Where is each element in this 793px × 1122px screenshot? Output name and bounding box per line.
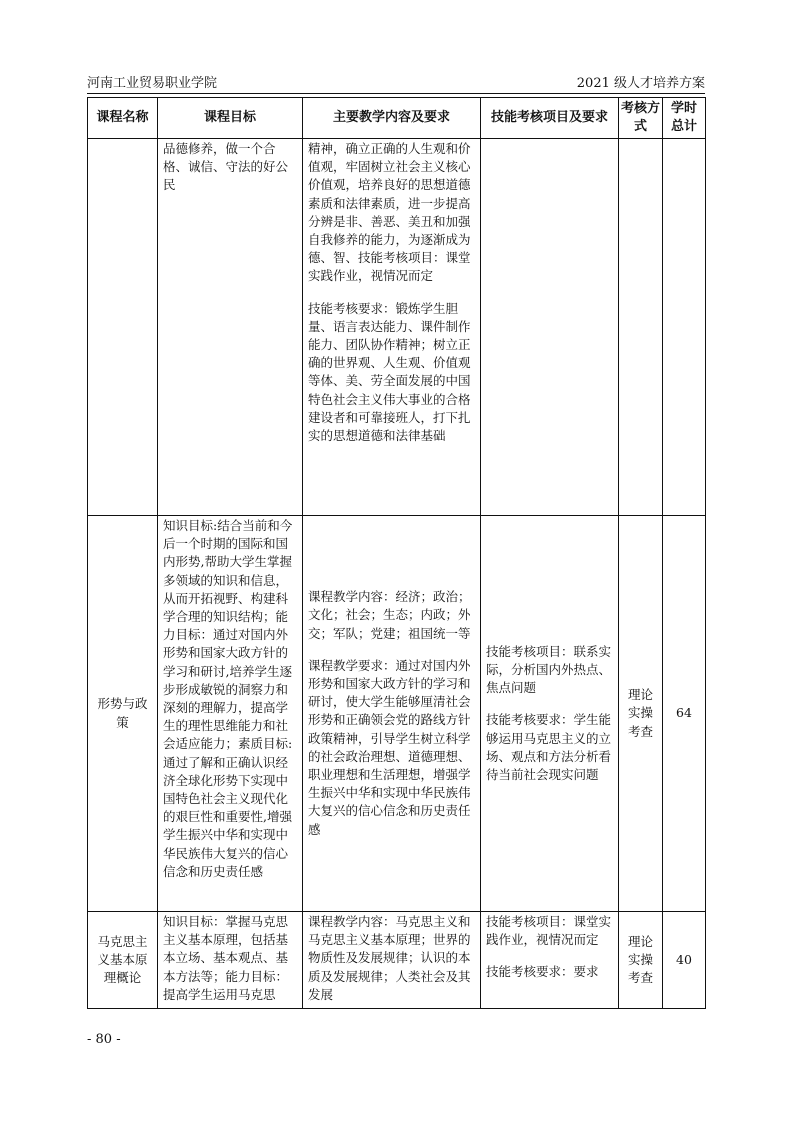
assessment-method: 理论实操考查 — [619, 516, 663, 912]
col-header-method: 考核方式 — [619, 98, 663, 139]
assessment-method — [619, 139, 663, 516]
course-goal: 品德修养，做一个合格、诚信、守法的好公民 — [158, 139, 303, 516]
skill-assessment — [481, 912, 619, 1009]
col-header-skill: 技能考核项目及要求 — [481, 98, 619, 139]
skill-part-2: 技能考核要求：学生能够运用马克思主义的立场、观点和方法分析看待当前社会现实问题 — [486, 712, 612, 782]
plan-title: 2021 级人才培养方案 — [576, 76, 705, 91]
skill-assessment — [481, 139, 619, 516]
header-rule — [87, 93, 705, 94]
col-header-content: 主要教学内容及要求 — [303, 98, 481, 139]
col-header-goal: 课程目标 — [158, 98, 303, 139]
content-part-1: 课程教学内容：马克思主义和马克思主义基本原理；世界的物质性及发展规律；认识的本质及发展规律；人类社会及其发展 — [308, 914, 471, 1002]
skill-part-1: 技能考核项目：课堂实践作业，视情况而定 — [486, 914, 612, 948]
course-goal: 知识目标:结合当前和今后一个时期的国际和国内形势,帮助大学生掌握多领域的知识和信息，从而开拓视野、构建科学合理的知识结构；能力目标：通过对国内外形势和国家大政方针的学习和研讨,培养学生逐步形成敏锐的洞察力和深刻的理解力，提高学生的理性思维能力和社会适应能力；素质目标:通过了解和正确认识经济全球化形势下实现中国特色社会主义现代化的艰巨性和重要性,增强学生振兴中华和实现中华民族伟大复兴的信心信念和历史责任感 — [158, 516, 303, 912]
course-content — [303, 139, 481, 516]
course-content — [303, 516, 481, 912]
content-part-1: 精神，确立正确的人生观和价值观，牢固树立社会主义核心价值观，培养良好的思想道德素质和法律素质，进一步提高分辨是非、善恶、美丑和加强自我修养的能力，为逐渐成为德、智、技能考核项目：课堂实践作业，视情况而定 — [308, 141, 471, 284]
table-row — [88, 139, 706, 516]
course-content — [303, 912, 481, 1009]
skill-part-1: 技能考核项目：联系实际，分析国内外热点、焦点问题 — [486, 643, 612, 696]
page-number: - 80 - — [87, 1032, 121, 1047]
skill-gap — [486, 949, 613, 963]
content-part-1: 课程教学内容：经济；政治；文化；社会；生态；内政；外交；军队；党建；祖国统一等 — [308, 589, 471, 641]
content-part-2: 技能考核要求：锻炼学生胆量、语言表达能力、课件制作能力、团队协作精神；树立正确的世界观、人生观、价值观等体、美、劳全面发展的中国特色社会主义伟大事业的合格建设者和可靠接班人，打下扎实的思想道德和法律基础 — [308, 300, 471, 444]
content-part-2: 课程教学要求：通过对国内外形势和国家大政方针的学习和研讨，使大学生能够厘清社会形势和正确领会党的路线方针政策精神，引导学生树立科学的社会政治理想、道德理想、职业理想和生活理想，增强学生振兴中华和实现中华民族伟大复兴的信心信念和历史责任感 — [308, 657, 471, 837]
content-gap — [308, 286, 475, 300]
assessment-method: 理论实操考查 — [619, 912, 663, 1009]
total-hours: 64 — [663, 516, 706, 912]
skill-assessment — [481, 516, 619, 912]
table-row — [88, 516, 706, 912]
total-hours: 40 — [663, 912, 706, 1009]
skill-part-2: 技能考核要求：要求 — [486, 964, 599, 980]
content-gap — [308, 643, 475, 657]
skill-gap — [486, 697, 613, 711]
school-name: 河南工业贸易职业学院 — [87, 76, 218, 91]
table-row — [88, 912, 706, 1009]
total-hours — [663, 139, 706, 516]
col-header-hours: 学时总计 — [663, 98, 706, 139]
course-name — [88, 139, 158, 516]
course-goal: 知识目标：掌握马克思主义基本原理，包括基本立场、基本观点、基本方法等；能力目标：提高学生运用马克思 — [158, 912, 303, 1009]
col-header-name: 课程名称 — [88, 98, 158, 139]
table-header-row — [88, 98, 706, 139]
course-name: 形势与政策 — [88, 516, 158, 912]
curriculum-table — [87, 97, 706, 1009]
page-header — [87, 74, 705, 94]
course-name: 马克思主义基本原理概论 — [88, 912, 158, 1009]
